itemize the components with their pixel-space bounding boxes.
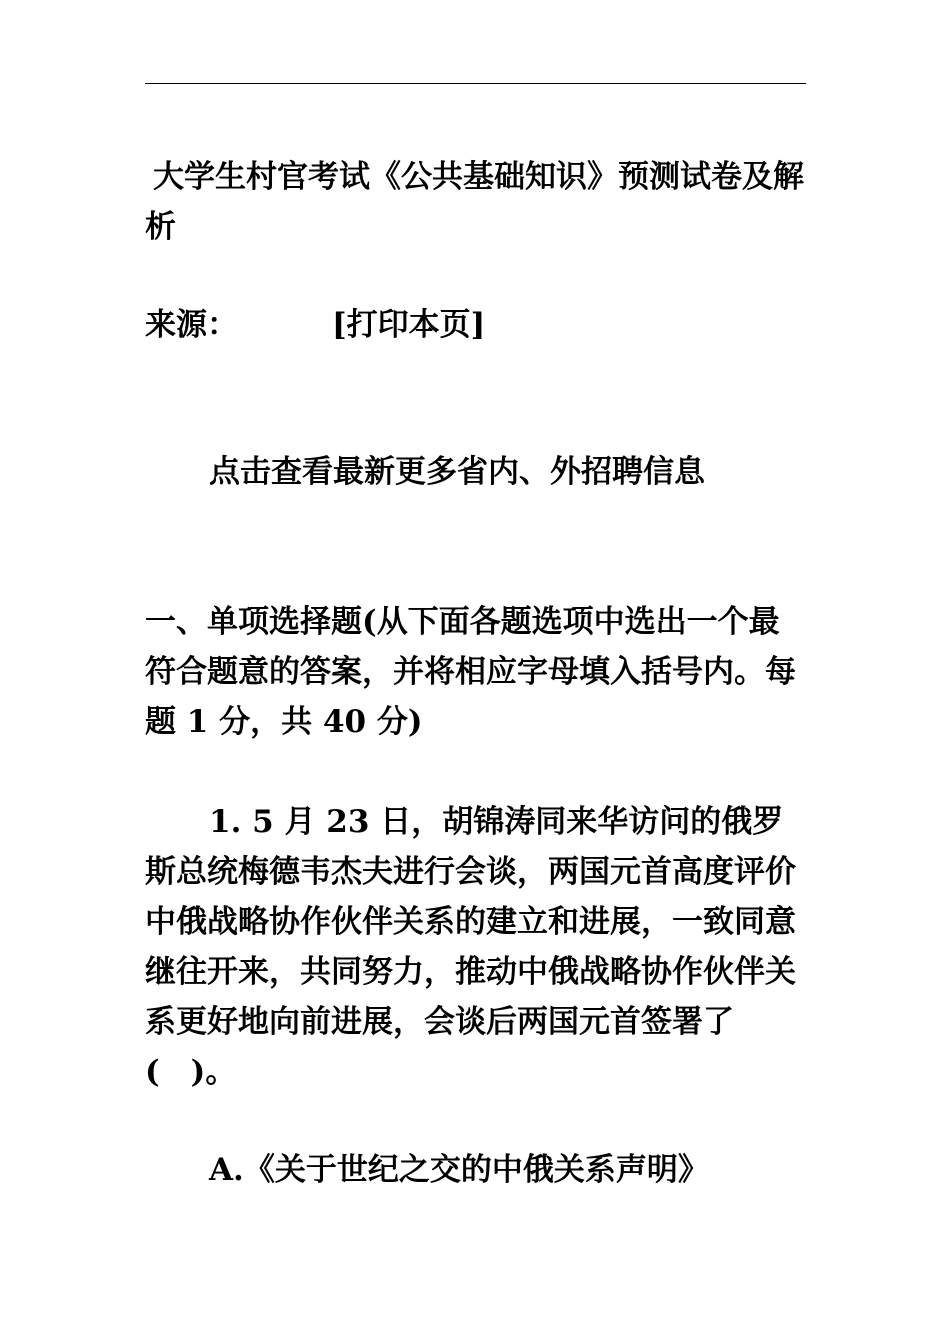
- section-heading: 一、单项选择题(从下面各题选项中选出一个最符合题意的答案，并将相应字母填入括号内。每题 1 分，共 40 分): [145, 604, 796, 740]
- recruitment-info-link[interactable]: 点击查看最新更多省内、外招聘信息: [209, 454, 705, 490]
- question-1: 1. 5 月 23 日，胡锦涛同来华访问的俄罗斯总统梅德韦杰夫进行会谈，两国元首高度评价中俄战略协作伙伴关系的建立和进展，一致同意继往开来，共同努力，推动中俄战略协作伙伴关系更好地向前进展，会谈后两国元首签署了( )。: [145, 804, 796, 1090]
- source-label: 来源：: [145, 307, 238, 343]
- document-title: 大学生村官考试《公共基础知识》预测试卷及解析: [145, 159, 804, 245]
- print-page-link[interactable]: [打印本页]: [332, 307, 486, 343]
- option-a: A.《关于世纪之交的中俄关系声明》: [209, 1152, 709, 1188]
- top-divider: [145, 83, 806, 84]
- source-line: [145, 300, 806, 350]
